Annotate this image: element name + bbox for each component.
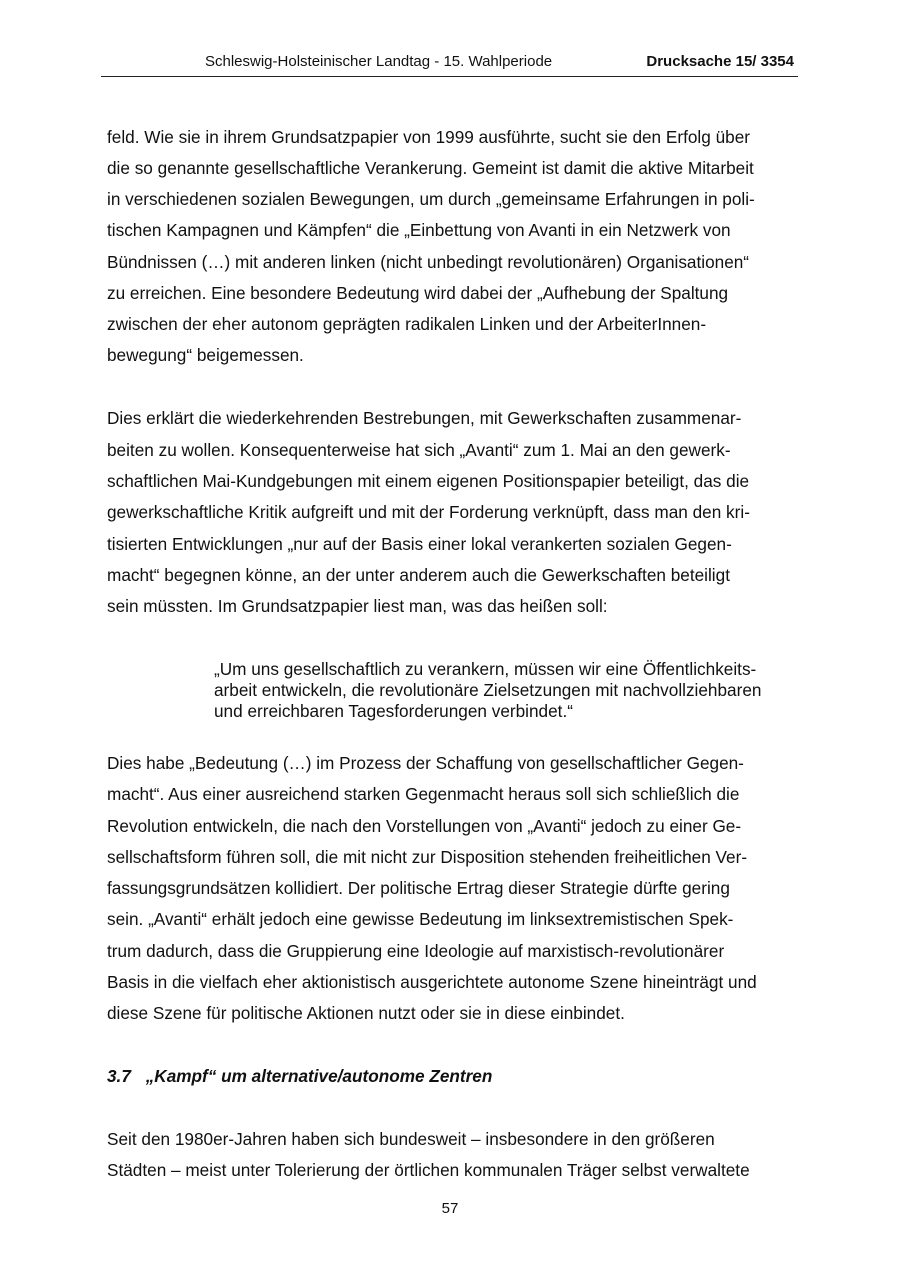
text-line: beiten zu wollen. Konsequenterweise hat sich „Avanti“ zum 1. Mai an den gewerk-: [107, 440, 731, 460]
document-reference: Drucksache 15/ 3354: [646, 53, 794, 70]
section-title: „Kampf“ um alternative/autonome Zentren: [145, 1066, 493, 1086]
text-line: zu erreichen. Eine besondere Bedeutung wird dabei der „Aufhebung der Spaltung: [107, 283, 729, 303]
page-number: 57: [441, 1200, 459, 1217]
text-line: sein müssten. Im Grundsatzpapier liest man, was das heißen soll:: [107, 596, 608, 616]
section-number: 3.7: [107, 1066, 131, 1086]
page-header: [101, 52, 798, 77]
text-line: Seit den 1980er-Jahren haben sich bundesweit – insbesondere in den größeren: [107, 1129, 715, 1149]
text-line: Städten – meist unter Tolerierung der örtlichen kommunalen Träger selbst verwaltete: [107, 1160, 750, 1180]
text-line: fassungsgrundsätzen kollidiert. Der politische Ertrag dieser Strategie dürfte gering: [107, 878, 730, 898]
text-line: gewerkschaftliche Kritik aufgreift und mit der Forderung verknüpft, dass man den kri-: [107, 502, 750, 522]
text-line: macht“ begegnen könne, an der unter anderem auch die Gewerkschaften beteiligt: [107, 565, 730, 585]
quote-line: „Um uns gesellschaftlich zu verankern, müssen wir eine Öffentlichkeits-: [214, 659, 757, 679]
text-line: in verschiedenen sozialen Bewegungen, um durch „gemeinsame Erfahrungen in poli-: [107, 189, 755, 209]
text-line: Bündnissen (…) mit anderen linken (nicht unbedingt revolutionären) Organisationen“: [107, 252, 750, 272]
header-title: Schleswig-Holsteinischer Landtag - 15. Wahlperiode: [205, 53, 553, 70]
text-line: Dies habe „Bedeutung (…) im Prozess der Schaffung von gesellschaftlicher Gegen-: [107, 753, 744, 773]
text-line: tischen Kampagnen und Kämpfen“ die „Einbettung von Avanti in ein Netzwerk von: [107, 220, 731, 240]
text-line: diese Szene für politische Aktionen nutzt oder sie in diese einbindet.: [107, 1003, 625, 1023]
quote-line: arbeit entwickeln, die revolutionäre Zielsetzungen mit nachvollziehbaren: [214, 680, 762, 700]
text-line: bewegung“ beigemessen.: [107, 345, 304, 365]
text-line: zwischen der eher autonom geprägten radikalen Linken und der ArbeiterInnen-: [107, 314, 707, 334]
section-heading: [107, 1066, 492, 1086]
text-line: schaftlichen Mai-Kundgebungen mit einem eigenen Positionspapier beteiligt, das die: [107, 471, 750, 491]
text-line: Basis in die vielfach eher aktionistisch ausgerichtete autonome Szene hineinträgt und: [107, 972, 757, 992]
text-line: tisierten Entwicklungen „nur auf der Basis einer lokal verankerten sozialen Gegen-: [107, 534, 732, 554]
text-line: Revolution entwickeln, die nach den Vorstellungen von „Avanti“ jedoch zu einer Ge-: [107, 816, 742, 836]
text-line: Dies erklärt die wiederkehrenden Bestrebungen, mit Gewerkschaften zusammenar-: [107, 408, 742, 428]
text-line: sellschaftsform führen soll, die mit nicht zur Disposition stehenden freiheitlichen Ver-: [107, 847, 748, 867]
text-line: trum dadurch, dass die Gruppierung eine Ideologie auf marxistisch-revolutionärer: [107, 941, 725, 961]
text-line: feld. Wie sie in ihrem Grundsatzpapier von 1999 ausführte, sucht sie den Erfolg über: [107, 127, 750, 147]
text-line: die so genannte gesellschaftliche Verankerung. Gemeint ist damit die aktive Mitarbeit: [107, 158, 754, 178]
quote-line: und erreichbaren Tagesforderungen verbindet.“: [214, 701, 573, 721]
text-line: sein. „Avanti“ erhält jedoch eine gewisse Bedeutung im linksextremistischen Spek-: [107, 909, 734, 929]
text-line: macht“. Aus einer ausreichend starken Gegenmacht heraus soll sich schließlich die: [107, 784, 740, 804]
